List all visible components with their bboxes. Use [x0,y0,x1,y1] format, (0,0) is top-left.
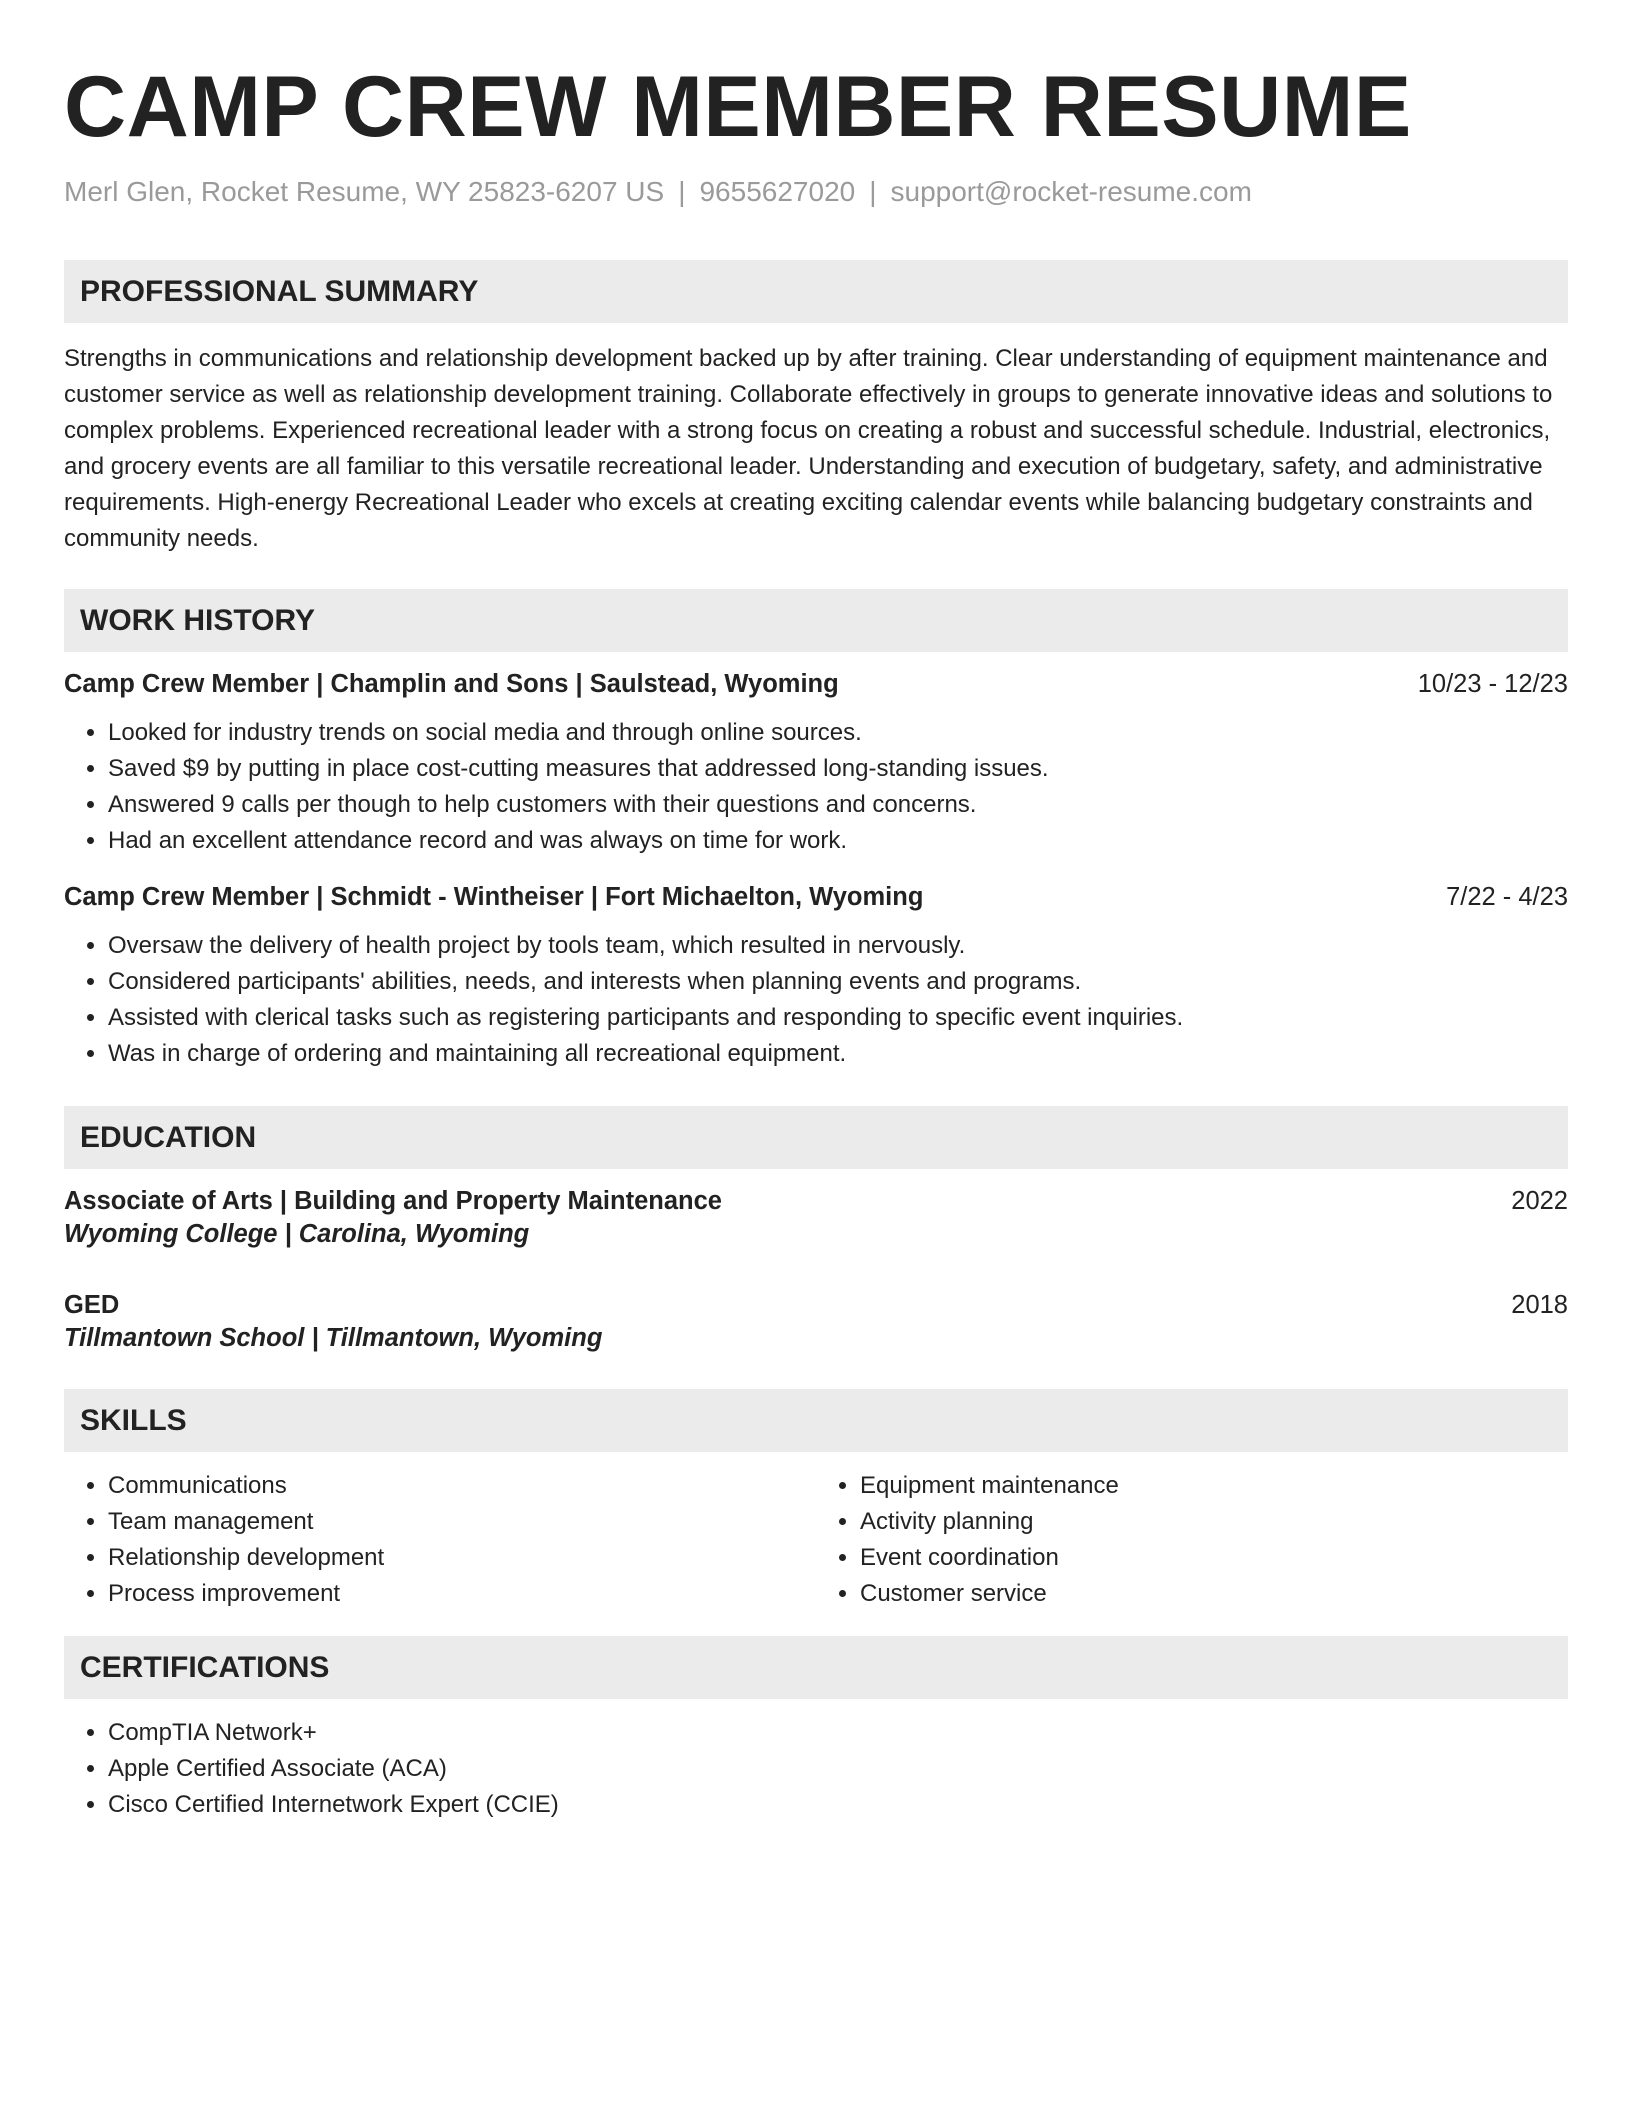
job-header [64,883,1568,912]
education-header [64,1187,1568,1216]
job-bullet: • Assisted with clerical tasks such as registering participants and responding to specific event inquiries. [108,1000,1568,1036]
job-entry [64,883,1568,1072]
contact-line [64,176,1568,208]
skill-item: • Customer service [860,1576,1568,1612]
job-dates: 10/23 - 12/23 [1417,670,1568,698]
skill-item: • Team management [108,1504,816,1540]
contact-phone: 9655627020 [699,176,856,207]
education-degree: Associate of Arts | Building and Property Maintenance [64,1187,722,1215]
education-school: Tillmantown School | Tillmantown, Wyoming [64,1324,603,1352]
section-heading-work-history: WORK HISTORY [64,589,1568,652]
skill-item: • Activity planning [860,1504,1568,1540]
skill-item: • Relationship development [108,1540,816,1576]
job-bullets [64,928,1568,1072]
contact-address: Merl Glen, Rocket Resume, WY 25823-6207 US [64,176,665,207]
contact-separator: | [678,176,686,207]
section-heading-certifications: CERTIFICATIONS [64,1636,1568,1699]
certification-item: • CompTIA Network+ [108,1715,1568,1751]
job-bullet: • Was in charge of ordering and maintaining all recreational equipment. [108,1036,1568,1072]
education-degree: GED [64,1291,120,1319]
skill-item: • Equipment maintenance [860,1468,1568,1504]
section-heading-education: EDUCATION [64,1106,1568,1169]
job-bullet: • Answered 9 calls per though to help customers with their questions and concerns. [108,787,1568,823]
section-heading-skills: SKILLS [64,1389,1568,1452]
job-bullet: • Considered participants' abilities, needs, and interests when planning events and programs. [108,964,1568,1000]
contact-separator: | [869,176,877,207]
job-title: Camp Crew Member | Schmidt - Wintheiser | Fort Michaelton, Wyoming [64,883,924,911]
education-entry [64,1291,1568,1353]
skill-item: • Communications [108,1468,816,1504]
education-school: Wyoming College | Carolina, Wyoming [64,1220,530,1248]
certifications-list [64,1715,1568,1823]
job-dates: 7/22 - 4/23 [1446,883,1568,911]
job-bullet: • Oversaw the delivery of health project by tools team, which resulted in nervously. [108,928,1568,964]
skills-list-left [64,1468,816,1612]
job-title: Camp Crew Member | Champlin and Sons | Saulstead, Wyoming [64,670,839,698]
job-bullet: • Saved $9 by putting in place cost-cutting measures that addressed long-standing issues. [108,751,1568,787]
skills-columns [64,1468,1568,1612]
education-header [64,1291,1568,1320]
job-entry [64,670,1568,859]
skill-item: • Process improvement [108,1576,816,1612]
skills-list-right [816,1468,1568,1612]
resume-title: CAMP CREW MEMBER RESUME [64,59,1412,155]
job-bullet: • Looked for industry trends on social media and through online sources. [108,715,1568,751]
summary-text: Strengths in communications and relationship development backed up by after training. Clear understanding of equipment maintenance and customer service as well as relationship development training. Collaborate effectively in groups to generate innovative ideas and solutions to complex problems. Experienced recreational leader with a strong focus on creating a robust and successful schedule. Industrial, electronics, and grocery events are all familiar to this versatile recreational leader. Understanding and execution of budgetary, safety, and administrative requirements. High-energy Recreational Leader who excels at creating exciting calendar events while balancing budgetary constraints and community needs. [64,345,1553,552]
certification-item: • Apple Certified Associate (ACA) [108,1751,1568,1787]
education-entry [64,1187,1568,1249]
section-heading-summary: PROFESSIONAL SUMMARY [64,260,1568,323]
contact-email: support@rocket-resume.com [890,176,1252,207]
skill-item: • Event coordination [860,1540,1568,1576]
certification-item: • Cisco Certified Internetwork Expert (CCIE) [108,1787,1568,1823]
job-bullet: • Had an excellent attendance record and was always on time for work. [108,823,1568,859]
job-bullets [64,715,1568,859]
education-year: 2018 [1511,1291,1568,1319]
education-year: 2022 [1511,1187,1568,1215]
job-header [64,670,1568,699]
